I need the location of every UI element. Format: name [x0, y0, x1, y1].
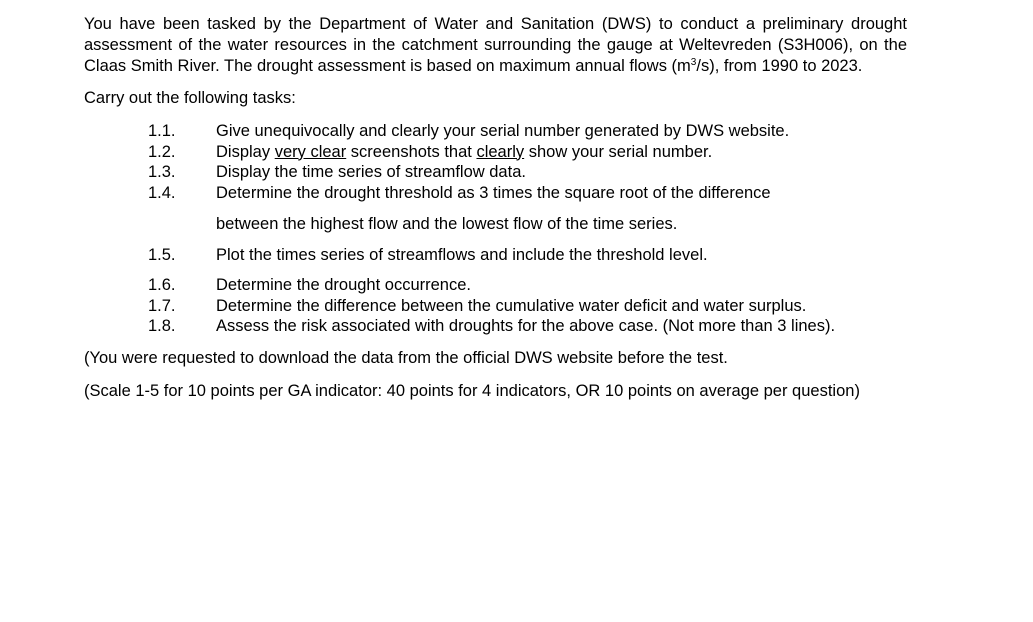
task-text: Assess the risk associated with droughts for the above case. (Not more than 3 lines). [216, 317, 836, 335]
task-text: Determine the drought occurrence. [216, 276, 471, 294]
tasks-lead: Carry out the following tasks: [84, 89, 296, 107]
task-text: Determine the difference between the cumulative water deficit and water surplus. [216, 296, 807, 315]
task-number: 1.7. [148, 296, 176, 315]
task-text-line1: Determine the drought threshold as 3 times the square root of the difference [216, 183, 771, 202]
intro-text-part1: You have been tasked by the Department of Water and Sanitation (DWS) to conduct a preliminary drought assessment of the water resources in the catchment surrounding the gauge at Weltevreden (S3H006), on the Claas Smith River. The drought assessment is based on maximum annual flows (m [84, 15, 907, 75]
task-item-1-2 [84, 142, 907, 163]
task-text: Give unequivocally and clearly your serial number generated by DWS website. [216, 122, 790, 140]
task-item-1-5 [84, 245, 907, 266]
task-number: 1.4. [148, 183, 176, 202]
cubic-superscript: 3 [690, 57, 697, 68]
task-text [216, 183, 907, 235]
task-list [84, 121, 907, 337]
task-item-1-1 [84, 121, 907, 142]
document-body [84, 14, 907, 402]
task-text-mid: screenshots that [346, 142, 477, 161]
task-text [216, 142, 907, 163]
scale-note: (Scale 1-5 for 10 points per GA indicator: 40 points for 4 indicators, OR 10 points on average per question) [84, 381, 860, 400]
task-number: 1.8. [148, 317, 176, 335]
task-item-1-3 [84, 162, 907, 183]
download-note: (You were requested to download the data from the official DWS website before the test. [84, 348, 728, 367]
task-number: 1.6. [148, 276, 176, 294]
task-number: 1.2. [148, 142, 176, 161]
intro-paragraph [84, 14, 907, 77]
task-item-1-7 [84, 296, 907, 317]
underlined-clearly: clearly [476, 142, 525, 161]
task-text-line2: between the highest flow and the lowest flow of the time series. [216, 214, 678, 233]
task-text: Plot the times series of streamflows and include the threshold level. [216, 245, 708, 264]
task-item-1-6 [84, 275, 907, 296]
underlined-very-clear: very clear [274, 142, 347, 161]
task-text-pre: Display [216, 142, 275, 161]
intro-text-part2: /s), from 1990 to 2023. [696, 57, 863, 75]
task-number: 1.3. [148, 163, 176, 181]
task-number: 1.5. [148, 245, 176, 264]
task-number: 1.1. [148, 122, 176, 140]
task-item-1-8 [84, 316, 907, 337]
task-text-post: show your serial number. [524, 142, 713, 161]
task-text: Display the time series of streamflow data. [216, 163, 526, 181]
task-item-1-4 [84, 183, 907, 235]
